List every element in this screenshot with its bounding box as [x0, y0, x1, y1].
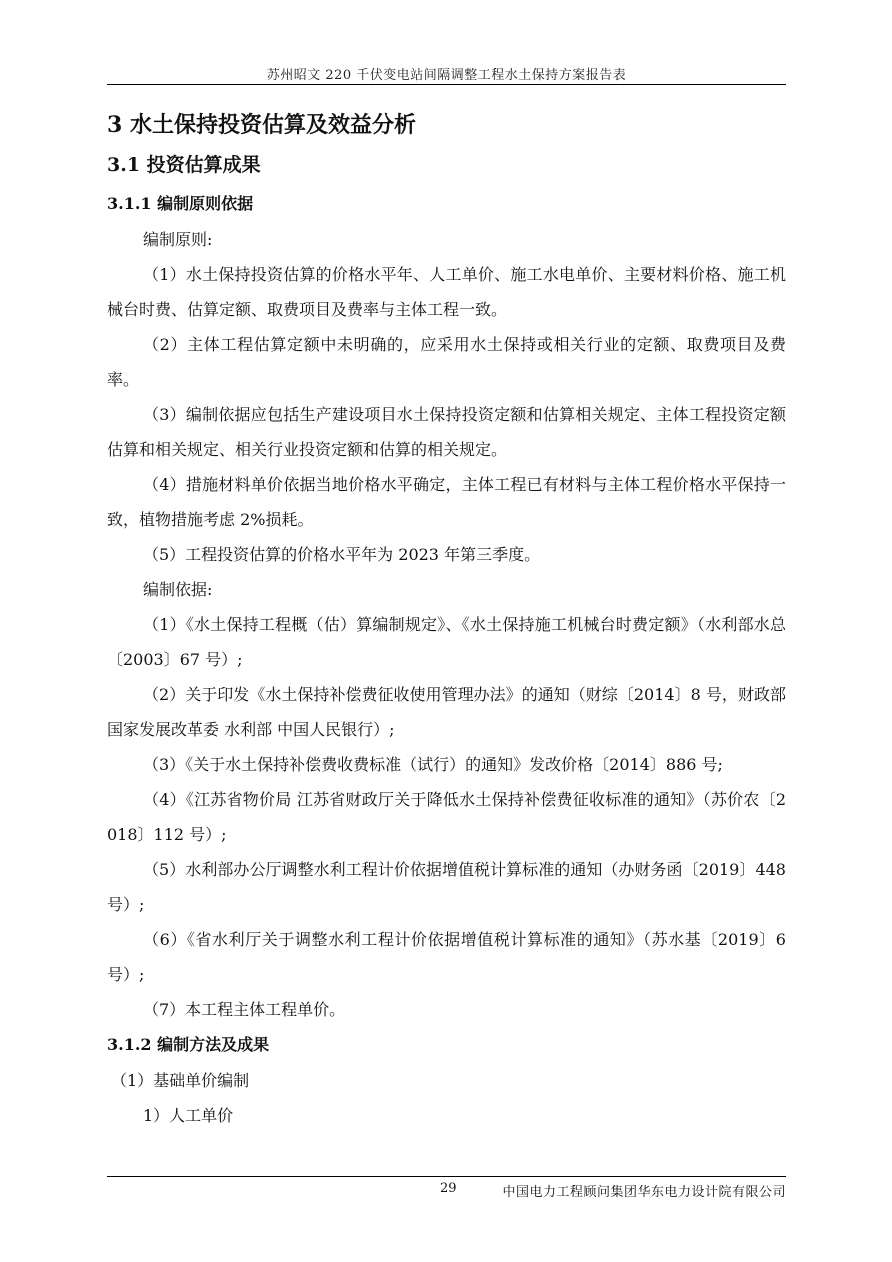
header-title: 苏州昭文 220 千伏变电站间隔调整工程水土保持方案报告表	[266, 68, 627, 83]
subsubsection-title-method: 3.1.2 编制方法及成果	[107, 1035, 270, 1054]
principle-item-4: （4）措施材料单价依据当地价格水平确定，主体工程已有材料与主体工程价格水平保持一致，植物措施考虑 2%损耗。	[107, 475, 786, 529]
section-title: 3 水土保持投资估算及效益分析	[107, 112, 416, 138]
basis-item-6: （6）《省水利厅关于调整水利工程计价依据增值税计算标准的通知》（苏水基〔2019〕6 号）;	[107, 930, 786, 984]
basis-item-5: （5）水利部办公厅调整水利工程计价依据增值税计算标准的通知（办财务函〔2019〕448 号）;	[107, 860, 786, 914]
principle-item-3: （3）编制依据应包括生产建设项目水土保持投资定额和估算相关规定、主体工程投资定额估算和相关规定、相关行业投资定额和估算的相关规定。	[107, 405, 786, 459]
principle-item-2: （2）主体工程估算定额中未明确的，应采用水土保持或相关行业的定额、取费项目及费率。	[107, 335, 786, 389]
method-subitem: 1）人工单价	[143, 1106, 234, 1125]
principles-heading: 编制原则:	[143, 230, 213, 249]
header-divider	[107, 84, 786, 85]
basis-heading: 编制依据:	[143, 580, 213, 599]
page-number: 29	[440, 1181, 457, 1196]
subsection-title: 3.1 投资估算成果	[107, 154, 261, 176]
basis-item-3: （3）《关于水土保持补偿费收费标准（试行）的通知》发改价格〔2014〕886 号;	[143, 755, 723, 774]
footer-divider	[107, 1176, 786, 1177]
subsubsection-title-principles: 3.1.1 编制原则依据	[107, 194, 254, 213]
method-item: （1）基础单价编制	[111, 1071, 250, 1090]
basis-item-1: （1）《水土保持工程概（估）算编制规定》、《水土保持施工机械台时费定额》（水利部水总〔2003〕67 号）;	[107, 615, 786, 669]
basis-item-7: （7）本工程主体工程单价。	[143, 1000, 346, 1019]
basis-item-2: （2）关于印发《水土保持补偿费征收使用管理办法》的通知（财综〔2014〕8 号，财政部国家发展改革委 水利部 中国人民银行）;	[107, 685, 786, 739]
basis-item-4: （4）《江苏省物价局 江苏省财政厅关于降低水土保持补偿费征收标准的通知》（苏价农〔2018〕112 号）;	[107, 790, 786, 844]
principle-item-1: （1）水土保持投资估算的价格水平年、人工单价、施工水电单价、主要材料价格、施工机械台时费、估算定额、取费项目及费率与主体工程一致。	[107, 265, 786, 319]
footer-company: 中国电力工程顾问集团华东电力设计院有限公司	[502, 1185, 786, 1200]
principle-item-5: （5）工程投资估算的价格水平年为 2023 年第三季度。	[143, 545, 541, 564]
